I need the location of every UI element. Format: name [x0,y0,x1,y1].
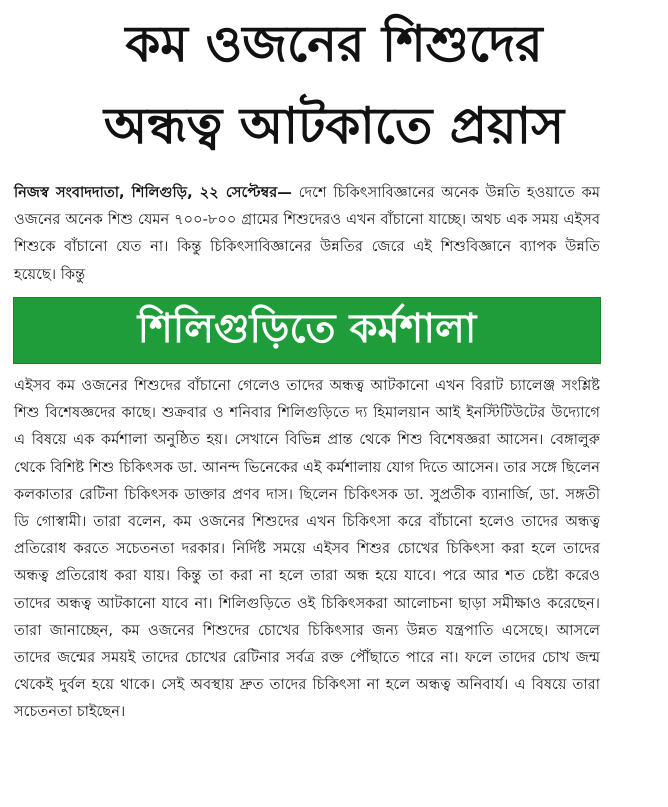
article-paragraph-2 [14,372,600,726]
headline-line-2 [0,96,668,156]
paragraph-1-text: দেশে চিকিৎসাবিজ্ঞানের অনেক উন্নতি হওয়াতে কম ওজনের অনেক শিশু যেমন ৭০০-৮০০ গ্রামের শিশুদেরও এখন বাঁচানো যাচ্ছে। অথচ এক সময় এইসব শিশুকে বাঁচানো যেত না। কিন্তু চিকিৎসাবিজ্ঞানের উন্নতির জেরে এই শিশুবিজ্ঞানে ব্যাপক উন্নতি হয়েছে। কিন্তু [14,184,600,283]
article-paragraph-1 [14,179,600,288]
headline-line-1 [0,14,668,74]
paragraph-2-text: এইসব কম ওজনের শিশুদের বাঁচানো গেলেও তাদের অন্ধত্ব আটকানো এখন বিরাট চ্যালেঞ্জ সংশ্লিষ্ট শিশু বিশেষজ্ঞদের কাছে। শুক্রবার ও শনিবার শিলিগুড়িতে দ্য হিমালয়ান আই ইনস্টিটিউটের উদ্যোগে এ বিষয়ে এক কর্মশালা অনুষ্ঠিত হয়। সেখানে বিভিন্ন প্রান্ত থেকে শিশু বিশেষজ্ঞরা আসেন। বেঙ্গালুরু থেকে বিশিষ্ট শিশু চিকিৎসক ডা. আনন্দ ভিনেকের এই কর্মশালায় যোগ দিতে আসেন। তার সঙ্গে ছিলেন কলকাতার রেটিনা চিকিৎসক ডাক্তার প্রণব দাস। ছিলেন চিকিৎসক ডা. সুপ্রতীক ব্যানার্জি, ডা. সঙ্গতী ডি গোস্বামী। তারা বলেন, কম ওজনের শিশুদের এখন চিকিৎসা করে বাঁচানো হলেও তাদের অন্ধত্ব প্রতিরোধ করতে সচেতনতা দরকার। নির্দিষ্ট সময়ে এইসব শিশুর চোখের চিকিৎসা করা হলে তাদের অন্ধত্ব প্রতিরোধ করা যায়। কিন্তু তা করা না হলে তারা অন্ধ হয়ে যাবে। পরে আর শত চেষ্টা করেও তাদের অন্ধত্ব আটকানো যাবে না। শিলিগুড়িতে ওই চিকিৎসকরা আলোচনা ছাড়া সমীক্ষাও করেছেন। তারা জানাচ্ছেন, কম ওজনের শিশুদের চোখের চিকিৎসার জন্য উন্নত যন্ত্রপাতি এসেছে। আসলে তাদের জন্মের সময়ই তাদের চোখের রেটিনার সর্বত্র রক্ত পৌঁছাতে পারে না। ফলে তাদের চোখ জন্ম থেকেই দুর্বল হয়ে থাকে। সেই অবস্থায় দ্রুত তাদের চিকিৎসা না হলে অন্ধত্ব অনিবার্য। এ বিষয়ে তারা সচেতনতা চাইছেন। [14,377,600,721]
headline-line-1-text: কম ওজনের শিশুদের [125,15,543,73]
subhead-banner [13,297,601,364]
subhead-text: শিলিগুড়িতে কর্মশালা [137,306,477,352]
headline-line-2-text: অন্ধত্ব আটকাতে প্রয়াস [103,97,565,155]
byline: নিজস্ব সংবাদদাতা, শিলিগুড়ি, ২২ সেপ্টেম্বর— [14,184,292,201]
